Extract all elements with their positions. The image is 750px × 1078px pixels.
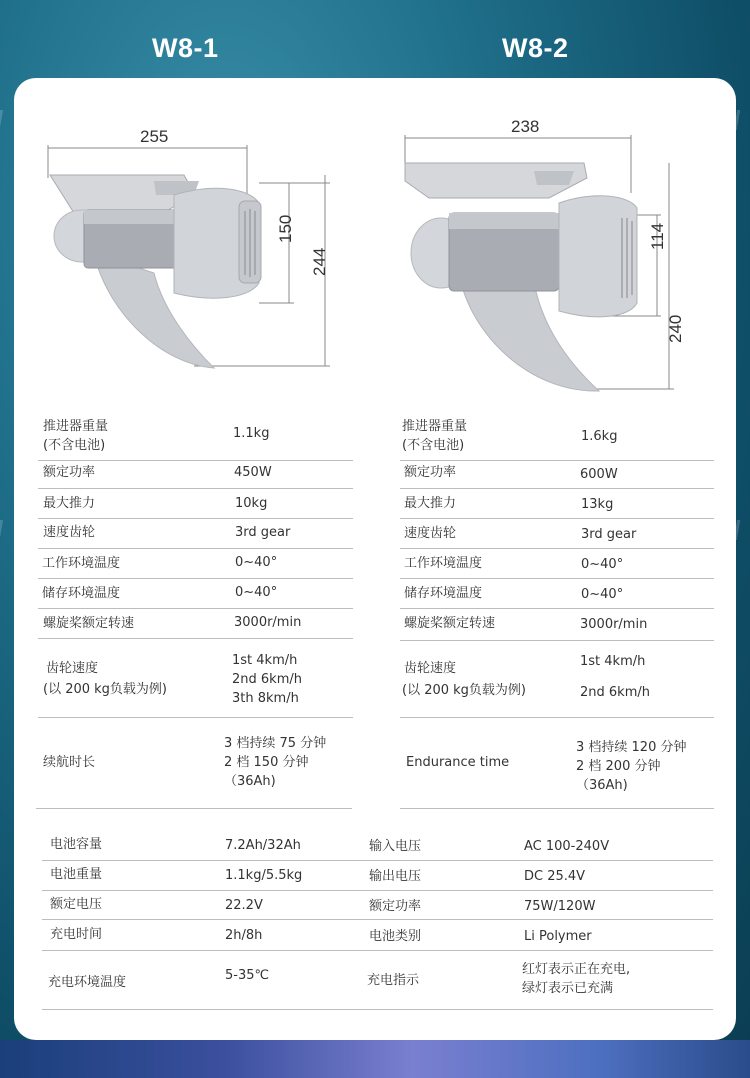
- divider: [400, 518, 714, 519]
- divider: [400, 808, 714, 809]
- charger-spec-value: AC 100-240V: [524, 839, 610, 854]
- spec-value: 2 档 150 分钟: [224, 755, 309, 770]
- battery-spec-label: 充电环境温度: [48, 975, 127, 990]
- divider: [400, 578, 714, 579]
- dimension-total-height-right: 240: [666, 314, 685, 343]
- spec-label: 齿轮速度: [46, 661, 99, 676]
- spec-value: 3rd gear: [581, 527, 637, 542]
- spec-value: 3 档持续 75 分钟: [224, 736, 327, 751]
- dimension-width-left: 255: [140, 127, 169, 146]
- battery-spec-value: 7.2Ah/32Ah: [225, 838, 301, 853]
- divider: [42, 950, 713, 951]
- divider: [42, 919, 713, 920]
- spec-value: （36Ah): [224, 774, 276, 789]
- divider: [38, 488, 353, 489]
- divider: [38, 638, 353, 639]
- spec-value: 0~40°: [581, 587, 624, 602]
- battery-spec-label: 充电时间: [50, 927, 103, 942]
- divider: [400, 488, 714, 489]
- dimension-total-height-left: 244: [310, 247, 329, 276]
- spec-label: 储存环境温度: [404, 586, 483, 601]
- spec-label: 速度齿轮: [404, 526, 457, 541]
- divider: [42, 860, 713, 861]
- spec-value: 3rd gear: [235, 525, 291, 540]
- divider: [400, 548, 714, 549]
- spec-value: 600W: [580, 467, 618, 482]
- charger-spec-value: Li Polymer: [524, 929, 592, 944]
- divider: [38, 518, 353, 519]
- spec-label: 推进器重量: [402, 419, 468, 434]
- spec-value: 3000r/min: [580, 617, 648, 632]
- spec-label: 工作环境温度: [42, 556, 121, 571]
- boat-deck-strip: [0, 1040, 750, 1078]
- spec-label: 储存环境温度: [42, 586, 121, 601]
- battery-spec-value: 22.2V: [225, 898, 263, 913]
- spec-value: 0~40°: [235, 555, 278, 570]
- battery-spec-value: 1.1kg/5.5kg: [225, 868, 303, 883]
- spec-value: （36Ah): [576, 778, 628, 793]
- spec-label: 速度齿轮: [43, 525, 96, 540]
- charger-spec-label: 额定功率: [369, 899, 422, 914]
- model-title-left: W8-1: [152, 33, 219, 63]
- charger-spec-value: DC 25.4V: [524, 869, 586, 884]
- divider: [38, 608, 353, 609]
- spec-value: 450W: [234, 465, 272, 480]
- battery-spec-value: 2h/8h: [225, 928, 263, 943]
- divider: [38, 548, 353, 549]
- battery-spec-label: 电池容量: [50, 837, 103, 852]
- charger-spec-label: 电池类别: [369, 929, 422, 944]
- spec-value: 2nd 6km/h: [232, 672, 302, 687]
- spec-label: (以 200 kg负载为例): [43, 682, 168, 697]
- spec-value: 1.1kg: [233, 426, 270, 441]
- spec-value: 0~40°: [235, 585, 278, 600]
- spec-label: 最大推力: [404, 496, 457, 511]
- spec-value: 10kg: [235, 496, 268, 511]
- thruster-diagram-right: [399, 133, 719, 453]
- spec-label: (以 200 kg负载为例): [402, 683, 527, 698]
- spec-value: 1.6kg: [581, 429, 618, 444]
- spec-value: 3 档持续 120 分钟: [576, 740, 687, 755]
- dimension-mid-height-right: 114: [648, 222, 667, 250]
- spec-label: 推进器重量: [43, 419, 109, 434]
- divider: [400, 640, 714, 641]
- dimension-width-right: 238: [511, 117, 540, 136]
- spec-label: (不含电池): [402, 438, 465, 453]
- divider: [38, 460, 353, 461]
- divider: [38, 578, 353, 579]
- spec-value: 13kg: [581, 497, 614, 512]
- spec-label: (不含电池): [43, 438, 106, 453]
- battery-spec-label: 电池重量: [50, 867, 103, 882]
- spec-label: 续航时长: [43, 755, 96, 770]
- spec-value: 2nd 6km/h: [580, 685, 650, 700]
- spec-value: 2 档 200 分钟: [576, 759, 661, 774]
- spec-label: 齿轮速度: [404, 661, 457, 676]
- spec-label: Endurance time: [406, 755, 510, 770]
- charger-spec-label: 充电指示: [367, 973, 420, 988]
- divider: [42, 890, 713, 891]
- spec-value: 3th 8km/h: [232, 691, 299, 706]
- charger-spec-label: 输出电压: [369, 869, 422, 884]
- divider: [400, 608, 714, 609]
- spec-value: 3000r/min: [234, 615, 302, 630]
- spec-label: 最大推力: [43, 496, 96, 511]
- divider: [36, 808, 352, 809]
- dimension-mid-height-left: 150: [276, 214, 295, 243]
- divider: [42, 1009, 713, 1010]
- model-title-right: W8-2: [502, 33, 569, 63]
- spec-label: 工作环境温度: [404, 556, 483, 571]
- divider: [400, 717, 714, 718]
- spec-label: 额定功率: [404, 465, 457, 480]
- divider: [400, 460, 714, 461]
- battery-spec-label: 额定电压: [50, 897, 103, 912]
- spec-label: 额定功率: [43, 465, 96, 480]
- spec-value: 1st 4km/h: [580, 654, 646, 669]
- charger-spec-value: 红灯表示正在充电,: [522, 962, 631, 977]
- spec-label: 螺旋桨额定转速: [404, 616, 496, 631]
- charger-spec-value: 绿灯表示已充满: [522, 981, 614, 996]
- spec-value: 0~40°: [581, 557, 624, 572]
- spec-value: 1st 4km/h: [232, 653, 298, 668]
- spec-label: 螺旋桨额定转速: [43, 616, 135, 631]
- thruster-diagram-left: [44, 133, 364, 433]
- battery-spec-value: 5-35℃: [225, 968, 270, 983]
- charger-spec-value: 75W/120W: [524, 899, 596, 914]
- spec-card: [14, 78, 736, 1040]
- charger-spec-label: 输入电压: [369, 839, 422, 854]
- divider: [38, 717, 353, 718]
